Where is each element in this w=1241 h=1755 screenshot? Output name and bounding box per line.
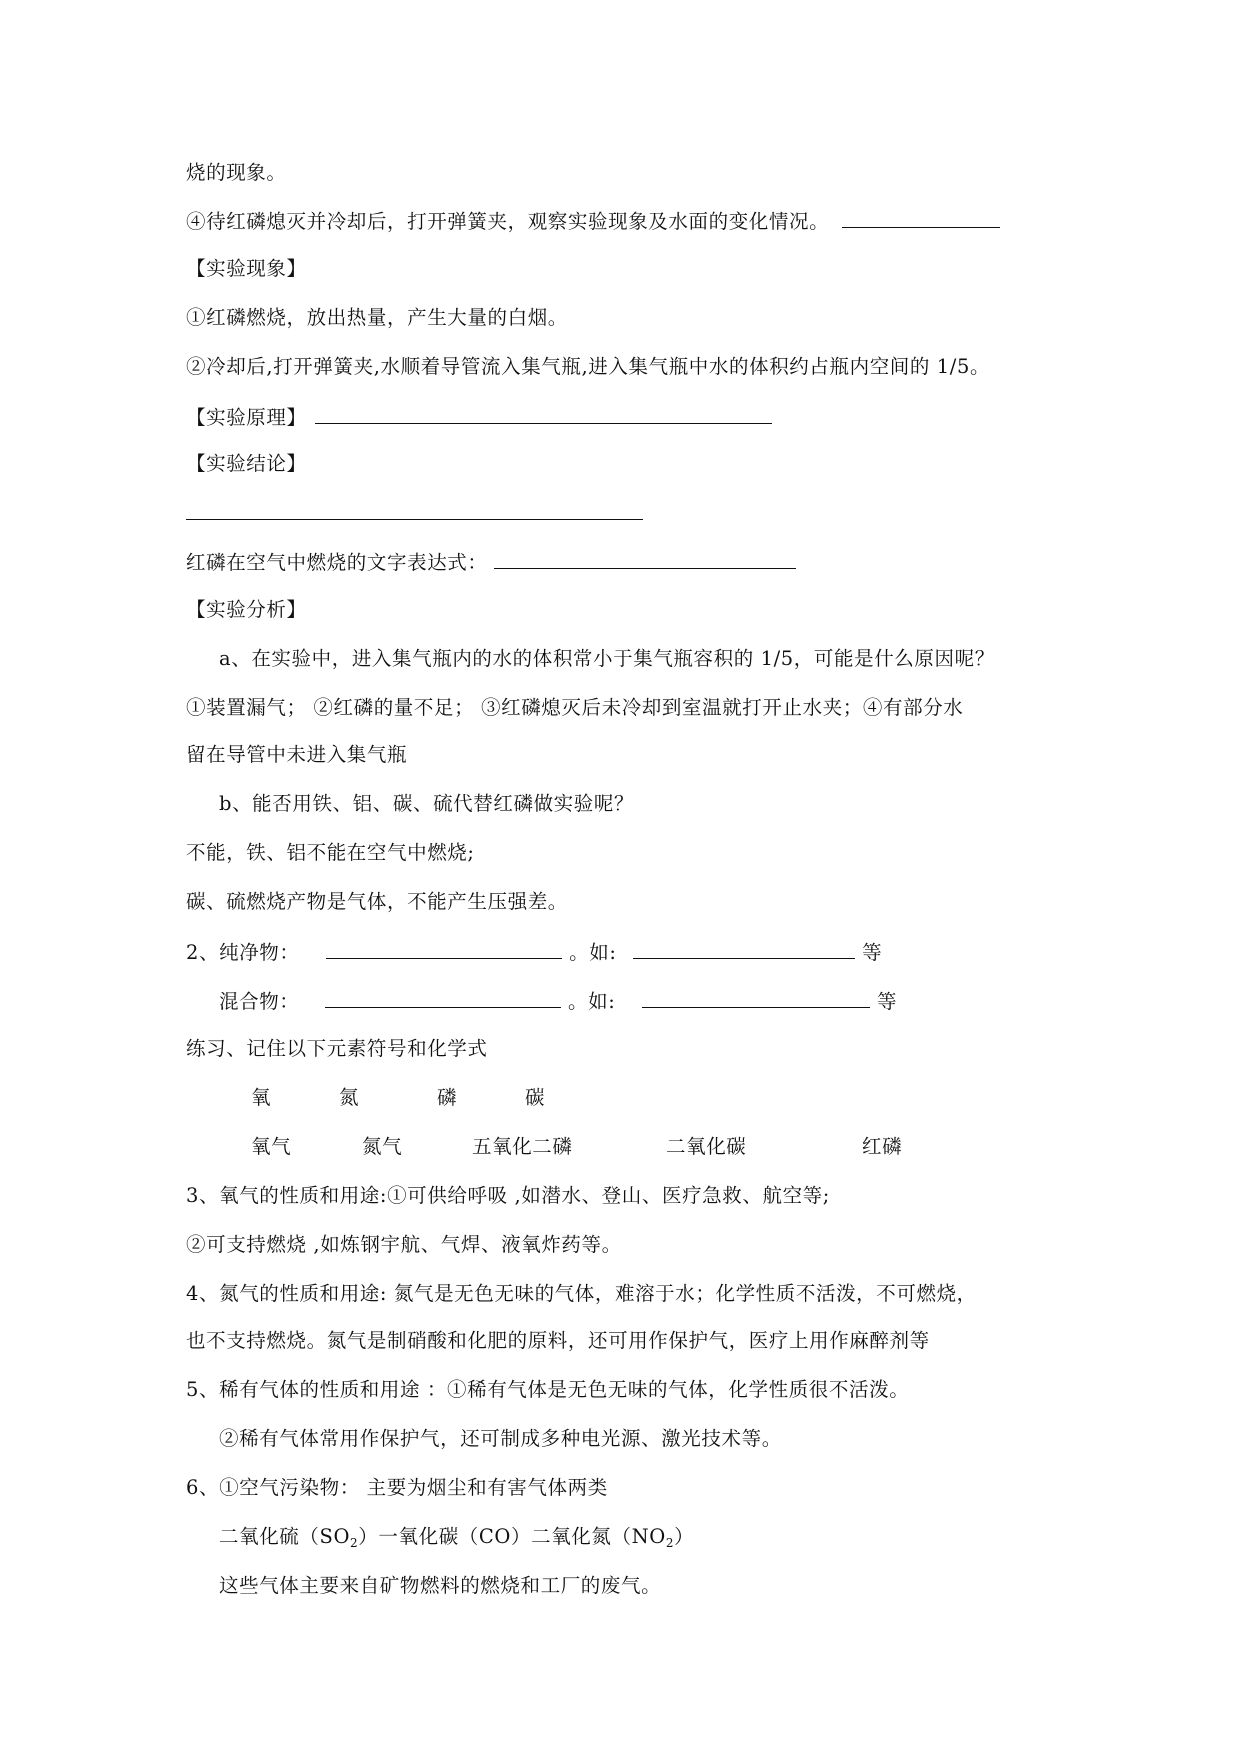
conclusion-blank[interactable] xyxy=(186,519,643,520)
definition-blank[interactable] xyxy=(325,987,561,1008)
section-heading: 【实验分析】 xyxy=(186,598,307,621)
text-line: 5、稀有气体的性质和用途 ：①稀有气体是无色无味的气体，化学性质很不活泼。 xyxy=(186,1378,910,1401)
subscript: 2 xyxy=(350,1536,359,1550)
section-heading: 【实验原理】 xyxy=(186,406,307,429)
label: 。如: xyxy=(569,941,617,964)
answer-blank[interactable] xyxy=(842,207,1000,228)
text-line: 6、①空气污染物： 主要为烟尘和有害气体两类 xyxy=(186,1476,608,1499)
label: 2、纯净物： xyxy=(186,941,300,964)
pollutant-gases-line xyxy=(219,1524,694,1550)
text-line: 留在导管中未进入集气瓶 xyxy=(186,743,408,766)
text-line: ①装置漏气； ②红磷的量不足； ③红磷熄灭后未冷却到室温就打开止水夹；④有部分水 xyxy=(186,696,964,719)
text-line: ②稀有气体常用作保护气，还可制成多种电光源、激光技术等。 xyxy=(219,1427,782,1450)
formula-name: 氮气 xyxy=(362,1135,403,1158)
element-name: 氧 xyxy=(251,1086,272,1109)
text-line xyxy=(186,403,772,431)
text-segment: ）一氧化碳（CO）二氧化氮（NO xyxy=(358,1525,666,1548)
example-blank[interactable] xyxy=(633,938,855,959)
example-blank[interactable] xyxy=(642,987,870,1008)
section-heading: 【实验现象】 xyxy=(186,257,307,280)
formula-name: 二氧化碳 xyxy=(666,1135,747,1158)
text-line: 不能，铁、铝不能在空气中燃烧; xyxy=(186,841,475,864)
text-line xyxy=(186,548,796,576)
question-a: a、在实验中，进入集气瓶内的水的体积常小于集气瓶容积的 1/5，可能是什么原因呢？ xyxy=(219,647,995,670)
text-line xyxy=(186,207,1000,235)
element-name: 碳 xyxy=(525,1086,546,1109)
definition-blank[interactable] xyxy=(326,938,562,959)
formula-name: 五氧化二磷 xyxy=(472,1135,573,1158)
text-line: ②可支持燃烧 ,如炼钢宇航、气焊、液氧炸药等。 xyxy=(186,1233,622,1256)
text-line: ②冷却后,打开弹簧夹,水顺着导管流入集气瓶,进入集气瓶中水的体积约占瓶内空间的 1/5。 xyxy=(186,355,991,378)
label: 。如: xyxy=(568,990,616,1013)
text-line: ①红磷燃烧，放出热量，产生大量的白烟。 xyxy=(186,306,568,329)
equation-blank[interactable] xyxy=(494,548,796,569)
formula-name: 氧气 xyxy=(251,1135,292,1158)
element-name: 氮 xyxy=(339,1086,360,1109)
text-line: 4、氮气的性质和用途: 氮气是无色无味的气体，难溶于水；化学性质不活泼，不可燃烧， xyxy=(186,1282,977,1305)
subscript: 2 xyxy=(665,1536,675,1550)
text-segment: 二氧化硫（SO xyxy=(219,1525,351,1548)
text-segment: ） xyxy=(674,1525,695,1548)
formula-name: 红磷 xyxy=(862,1135,903,1158)
text-line: 碳、硫燃烧产物是气体，不能产生压强差。 xyxy=(186,890,568,913)
text-line: 3、氧气的性质和用途:①可供给呼吸 ,如潜水、登山、医疗急救、航空等; xyxy=(186,1184,830,1207)
text-line: 这些气体主要来自矿物燃料的燃烧和工厂的废气。 xyxy=(219,1574,662,1597)
label: 混合物： xyxy=(219,990,300,1013)
section-heading: 【实验结论】 xyxy=(186,452,307,475)
mixture-line xyxy=(219,987,897,1015)
exercise-heading: 练习、记住以下元素符号和化学式 xyxy=(186,1037,488,1060)
label: 等 xyxy=(877,990,898,1013)
question-b: b、能否用铁、铝、碳、硫代替红磷做实验呢？ xyxy=(219,792,635,815)
label: 等 xyxy=(862,941,883,964)
principle-blank[interactable] xyxy=(315,403,772,424)
pure-substance-line xyxy=(186,938,882,966)
element-name: 磷 xyxy=(437,1086,458,1109)
text-line: 烧的现象。 xyxy=(186,161,287,184)
text-line: 也不支持燃烧。氮气是制硝酸和化肥的原料，还可用作保护气，医疗上用作麻醉剂等 xyxy=(186,1329,930,1352)
step-4-text: ④待红磷熄灭并冷却后，打开弹簧夹，观察实验现象及水面的变化情况。 xyxy=(186,210,830,233)
equation-label: 红磷在空气中燃烧的文字表达式： xyxy=(186,551,488,574)
